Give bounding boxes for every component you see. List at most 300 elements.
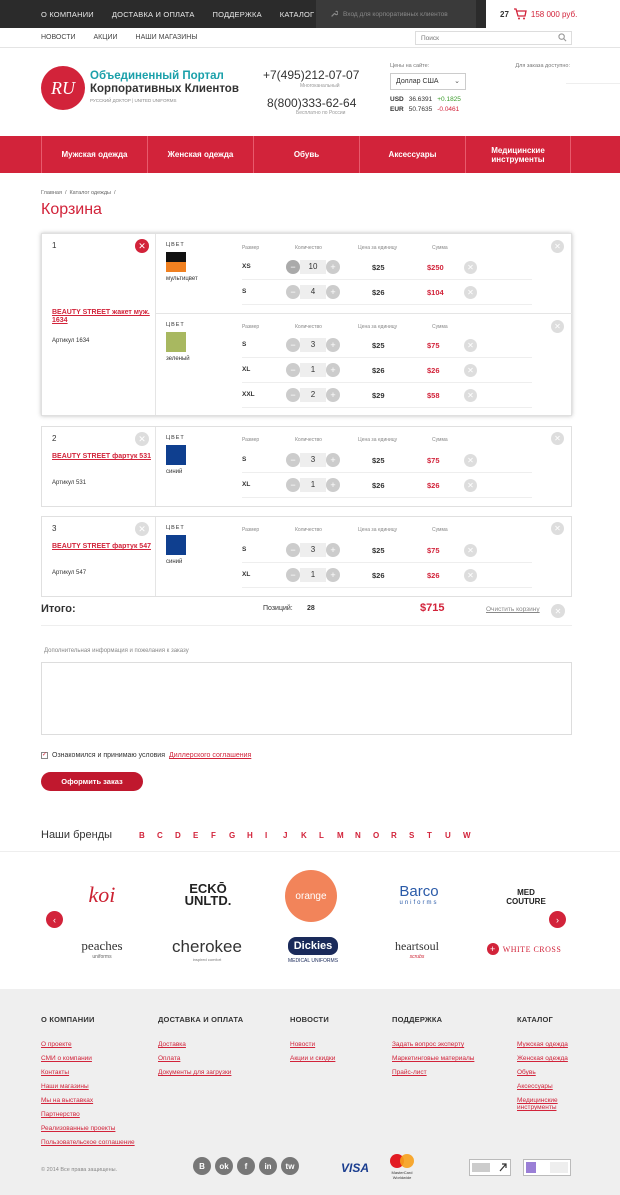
header-qty: Количество: [295, 324, 322, 330]
copyright: © 2014 Все права защищены.: [41, 1167, 118, 1173]
row-size: S: [242, 546, 247, 553]
brand-letter[interactable]: O: [373, 831, 380, 840]
plus-button[interactable]: +: [326, 453, 340, 467]
chevron-down-icon: ⌄: [454, 78, 460, 85]
brand-logo-heartsoul[interactable]: [372, 936, 462, 962]
rate-value: 50.7635: [408, 106, 433, 113]
brand-logo-text: WHITE CROSS: [502, 944, 562, 954]
size-row: [242, 538, 532, 563]
quantity-stepper: [286, 363, 340, 377]
brand-letter[interactable]: B: [139, 831, 145, 840]
cart-widget[interactable]: [486, 0, 620, 28]
footer-link[interactable]: О проекте: [41, 1041, 72, 1048]
odnoklassniki-icon[interactable]: ok: [215, 1157, 233, 1175]
remove-row-button[interactable]: ✕: [464, 389, 477, 402]
minus-button[interactable]: −: [286, 260, 300, 274]
row-size: S: [242, 288, 247, 295]
footer-link[interactable]: Обувь: [517, 1069, 536, 1076]
plus-button[interactable]: +: [326, 543, 340, 557]
rate-value: 36.6391: [408, 96, 433, 103]
brand-letter[interactable]: H: [247, 831, 253, 840]
rate-eur: [390, 106, 459, 113]
header-price: Цена за единицу: [358, 245, 398, 251]
notes-label: Дополнительная информация и пожелания к заказу: [44, 648, 189, 654]
row-sum: $26: [427, 481, 440, 490]
color-swatch: [166, 332, 186, 352]
quantity-stepper: [286, 453, 340, 467]
quantity-field[interactable]: 1: [300, 363, 326, 377]
category-accessories[interactable]: Аксессуары: [359, 136, 465, 173]
quantity-stepper: [286, 260, 340, 274]
footer-link[interactable]: Пользовательское соглашение: [41, 1139, 135, 1146]
brand-letter[interactable]: E: [193, 831, 199, 840]
remove-color-button[interactable]: ✕: [551, 320, 564, 333]
row-price: $25: [372, 456, 385, 465]
row-price: $25: [372, 263, 385, 272]
footer-link[interactable]: Контакты: [41, 1069, 70, 1076]
plus-button[interactable]: +: [326, 478, 340, 492]
size-row: [242, 280, 532, 305]
size-row: [242, 255, 532, 280]
header-size: Размер: [242, 324, 260, 330]
breadcrumb: [41, 190, 116, 196]
product-name-link[interactable]: BEAUTY STREET жакет муж. 1634: [52, 309, 150, 324]
footer-link[interactable]: Задать вопрос эксперту: [392, 1041, 465, 1048]
row-sum: $104: [427, 288, 444, 297]
minus-button[interactable]: −: [286, 363, 300, 377]
footer-link[interactable]: Мы на выставках: [41, 1097, 94, 1104]
remove-row-button[interactable]: ✕: [464, 454, 477, 467]
brand-letter[interactable]: J: [283, 831, 288, 840]
brand-logo-text: ECKŌ UNLTD.: [184, 881, 232, 908]
header-sum: Сумма: [432, 245, 448, 251]
plus-button[interactable]: +: [326, 260, 340, 274]
mastercard-name: MasterCard: [391, 1170, 413, 1175]
brand-letter[interactable]: T: [427, 831, 432, 840]
agreement: [41, 752, 251, 759]
brand-letter[interactable]: R: [391, 831, 397, 840]
brand-logo-sub: uniforms: [92, 954, 112, 960]
cart-icon: [513, 8, 527, 20]
remove-item-button[interactable]: [135, 522, 149, 536]
remove-item-button[interactable]: [135, 239, 149, 253]
currency-select[interactable]: [390, 73, 466, 90]
quantity-field[interactable]: 3: [300, 543, 326, 557]
row-price: $26: [372, 571, 385, 580]
place-order-button[interactable]: Оформить заказ: [41, 772, 143, 791]
header-qty: Количество: [295, 527, 322, 533]
quantity-field[interactable]: 2: [300, 388, 326, 402]
remove-row-button[interactable]: ✕: [464, 261, 477, 274]
brand-logo-text: cherokee: [172, 936, 242, 956]
cart-item: [41, 516, 572, 597]
top-nav-delivery[interactable]: ДОСТАВКА И ОПЛАТА: [111, 9, 195, 19]
row-price: $26: [372, 288, 385, 297]
page-title: Корзина: [41, 201, 102, 218]
row-price: $25: [372, 546, 385, 555]
item-number: 3: [52, 524, 57, 533]
footer-link[interactable]: Прайс-лист: [392, 1069, 427, 1076]
remove-item-button[interactable]: [135, 432, 149, 446]
row-sum: $250: [427, 263, 444, 272]
brand-title-2: Корпоративных Клиентов: [90, 83, 239, 95]
brand-logo-sub: uniforms: [399, 899, 439, 906]
brand-logo-text: peaches: [81, 938, 123, 953]
rate-change: +0.1825: [437, 96, 461, 103]
footer-heading: НОВОСТИ: [290, 1015, 329, 1024]
search-input[interactable]: [415, 31, 572, 45]
cart-item: [41, 233, 572, 416]
phone-main[interactable]: +7(495)212-07-07: [263, 68, 360, 82]
quantity-stepper: [286, 478, 340, 492]
quantity-field[interactable]: 10: [300, 260, 326, 274]
cart-sum: 158 000 руб.: [530, 9, 578, 19]
color-swatch: [166, 252, 186, 272]
stats-label: Для заказа доступно:: [515, 63, 570, 69]
row-price: $26: [372, 481, 385, 490]
phone-main-note: Многоканальный: [300, 83, 340, 89]
footer-col-about: [41, 1015, 135, 1153]
rating-badge[interactable]: [523, 1159, 571, 1176]
brand-subtitle: РУССКИЙ ДОКТОР | UNITED UNIFORMS: [90, 98, 177, 103]
brand-logo-text: koi: [88, 882, 116, 907]
corporate-login-link[interactable]: [316, 0, 476, 28]
product-article: Артикул 1634: [52, 338, 90, 344]
breadcrumb-catalog[interactable]: Каталог одежды: [69, 190, 111, 196]
social-links: [193, 1157, 299, 1175]
remove-row-button[interactable]: ✕: [464, 364, 477, 377]
brand-letter[interactable]: C: [157, 831, 163, 840]
footer-link[interactable]: Партнерство: [41, 1111, 80, 1118]
close-icon: ✕: [138, 433, 146, 444]
remove-color-button[interactable]: ✕: [551, 522, 564, 535]
footer: [0, 989, 620, 1195]
rate-code: USD: [390, 96, 404, 103]
row-size: S: [242, 341, 247, 348]
footer-link[interactable]: Мужская одежда: [517, 1041, 568, 1048]
sub-nav-promo[interactable]: АКЦИИ: [93, 34, 118, 41]
brands-title: Наши бренды: [41, 829, 113, 841]
currency-label: Цены на сайте:: [390, 63, 430, 69]
color-name: зеленый: [166, 356, 190, 362]
total-sum: $715: [420, 602, 445, 614]
chevron-left-icon: ‹: [53, 914, 56, 925]
chart-icon: [524, 1160, 570, 1175]
brand-logo-sub: inspired comfort: [192, 956, 222, 962]
brand-letter[interactable]: M: [337, 831, 344, 840]
minus-button[interactable]: −: [286, 338, 300, 352]
row-sum: $58: [427, 391, 440, 400]
row-price: $29: [372, 391, 385, 400]
sub-nav: [0, 28, 620, 48]
row-sum: $26: [427, 366, 440, 375]
top-nav-about[interactable]: О КОМПАНИИ: [41, 9, 94, 19]
row-size: XL: [242, 571, 251, 578]
product-article: Артикул 531: [52, 480, 87, 486]
clear-cart-link[interactable]: Очистить корзину: [486, 606, 540, 613]
footer-link[interactable]: Доставка: [158, 1041, 186, 1048]
brand-letters: [139, 831, 472, 840]
phone-free-note: Бесплатно по России: [296, 110, 346, 116]
plus-button[interactable]: +: [326, 568, 340, 582]
plus-button[interactable]: +: [326, 363, 340, 377]
quantity-stepper: [286, 388, 340, 402]
header-sum: Сумма: [432, 324, 448, 330]
logo-text: RU: [51, 77, 75, 98]
notes-textarea[interactable]: [41, 662, 572, 735]
remove-color-button[interactable]: ✕: [551, 432, 564, 445]
quantity-stepper: [286, 543, 340, 557]
footer-col-delivery: [158, 1015, 243, 1083]
brand-logo-sub: scrubs: [409, 953, 425, 960]
header-sum: Сумма: [432, 437, 448, 443]
size-row: [242, 563, 532, 588]
minus-button[interactable]: −: [286, 543, 300, 557]
footer-link[interactable]: Реализованные проекты: [41, 1125, 116, 1132]
positions-count: 28: [307, 605, 315, 612]
color-label: ЦВЕТ: [166, 242, 185, 248]
brand-logo-orange[interactable]: [285, 870, 337, 922]
product-article: Артикул 547: [52, 570, 87, 576]
arrow-icon: [470, 1160, 510, 1175]
header-qty: Количество: [295, 437, 322, 443]
breadcrumb-sep: /: [64, 190, 67, 196]
brand-letter[interactable]: L: [319, 831, 324, 840]
product-name-link[interactable]: BEAUTY STREET фартук 531: [52, 453, 151, 460]
row-size: XS: [242, 263, 251, 270]
login-text: Вход для корпоративных клиентов: [343, 10, 448, 18]
brand-logo-barco[interactable]: [376, 877, 462, 911]
size-row: [242, 333, 532, 358]
minus-button[interactable]: −: [286, 388, 300, 402]
quantity-field[interactable]: 1: [300, 568, 326, 582]
clear-cart-button[interactable]: ✕: [551, 604, 565, 618]
total-label: Итого:: [41, 603, 76, 615]
size-row: [242, 383, 532, 408]
color-group: [156, 427, 572, 507]
quantity-field[interactable]: 3: [300, 338, 326, 352]
footer-link[interactable]: Документы для загрузки: [158, 1069, 232, 1076]
facebook-icon[interactable]: f: [237, 1157, 255, 1175]
size-row: [242, 473, 532, 498]
quantity-field[interactable]: 4: [300, 285, 326, 299]
header-price: Цена за единицу: [358, 324, 398, 330]
size-row: [242, 358, 532, 383]
remove-row-button[interactable]: ✕: [464, 569, 477, 582]
minus-button[interactable]: −: [286, 478, 300, 492]
agree-checkbox[interactable]: ✓: [42, 752, 48, 758]
row-sum: $75: [427, 546, 440, 555]
brand-logo-sub: MEDICAL UNIFORMS: [287, 957, 339, 964]
search-icon[interactable]: [558, 33, 567, 42]
footer-heading: О КОМПАНИИ: [41, 1015, 95, 1024]
footer-heading: КАТАЛОГ: [517, 1015, 553, 1024]
color-swatch: [166, 535, 186, 555]
category-nav: [0, 136, 620, 173]
footer-link[interactable]: СМИ о компании: [41, 1055, 92, 1062]
brand-logo-koi[interactable]: [72, 870, 132, 920]
minus-button[interactable]: −: [286, 568, 300, 582]
color-name: синий: [166, 559, 183, 565]
brand-logo-whitecross[interactable]: [481, 940, 567, 958]
rate-usd: [390, 96, 461, 103]
agree-text: Ознакомился и принимаю условия: [52, 752, 166, 759]
row-price: $25: [372, 341, 385, 350]
footer-col-news: [290, 1015, 335, 1069]
color-group: [156, 313, 572, 416]
brand-logo-ecko[interactable]: [176, 880, 240, 910]
color-label: ЦВЕТ: [166, 322, 185, 328]
brand-logo-text: MED COUTURE: [506, 888, 546, 906]
header-qty: Количество: [295, 245, 322, 251]
top-nav-support[interactable]: ПОДДЕРЖКА: [212, 9, 262, 19]
wrench-icon: [330, 10, 338, 18]
footer-link[interactable]: Наши магазины: [41, 1083, 89, 1090]
brand-logo-medcouture[interactable]: [498, 872, 554, 922]
stats-row: [566, 74, 620, 84]
color-label: ЦВЕТ: [166, 525, 185, 531]
header-price: Цена за единицу: [358, 437, 398, 443]
brand-letter[interactable]: U: [445, 831, 451, 840]
brand-letter[interactable]: N: [355, 831, 361, 840]
remove-row-button[interactable]: ✕: [464, 286, 477, 299]
quantity-field[interactable]: 3: [300, 453, 326, 467]
minus-button[interactable]: −: [286, 453, 300, 467]
color-name: мультицвет: [166, 276, 198, 282]
header-sum: Сумма: [432, 527, 448, 533]
chevron-right-icon: ›: [556, 914, 559, 925]
rate-change: -0.0461: [437, 106, 460, 113]
close-icon: ✕: [138, 523, 146, 534]
quantity-stepper: [286, 285, 340, 299]
category-shoes[interactable]: Обувь: [253, 136, 359, 173]
top-nav-catalog[interactable]: КАТАЛОГ: [279, 9, 315, 19]
row-sum: $26: [427, 571, 440, 580]
breadcrumb-home[interactable]: Главная: [41, 190, 62, 196]
brand-letter[interactable]: S: [409, 831, 415, 840]
row-sum: $75: [427, 341, 440, 350]
row-size: S: [242, 456, 247, 463]
mastercard-text: [386, 1170, 418, 1180]
color-name: синий: [166, 469, 183, 475]
brand-letter[interactable]: D: [175, 831, 181, 840]
cart-total: [41, 600, 572, 626]
category-womens[interactable]: Женская одежда: [147, 136, 253, 173]
category-mens[interactable]: Мужская одежда: [41, 136, 147, 173]
header-size: Размер: [242, 527, 260, 533]
footer-link[interactable]: Медицинские инструменты: [517, 1097, 558, 1111]
brand-title: Объединенный Портал: [90, 70, 224, 82]
brand-logo-text: Barco: [399, 882, 439, 900]
close-icon: ✕: [138, 240, 146, 251]
remove-row-button[interactable]: ✕: [464, 339, 477, 352]
row-size: XL: [242, 366, 251, 373]
sub-nav-news[interactable]: НОВОСТИ: [41, 34, 76, 41]
minus-button[interactable]: −: [286, 285, 300, 299]
quantity-field[interactable]: 1: [300, 478, 326, 492]
footer-link[interactable]: Акции и скидки: [290, 1055, 336, 1062]
brand-logo-cherokee[interactable]: [163, 934, 251, 964]
footer-heading: ДОСТАВКА И ОПЛАТА: [158, 1015, 244, 1024]
color-label: ЦВЕТ: [166, 435, 185, 441]
row-sum: $75: [427, 456, 440, 465]
item-number: 2: [52, 434, 57, 443]
plus-button[interactable]: +: [326, 338, 340, 352]
header-size: Размер: [242, 245, 260, 251]
plus-button[interactable]: +: [326, 285, 340, 299]
brand-logo-text: Dickies: [288, 937, 339, 955]
carousel-prev-button[interactable]: [46, 911, 63, 928]
counter-badge[interactable]: [469, 1159, 511, 1176]
footer-heading: ПОДДЕРЖКА: [392, 1015, 443, 1024]
header-price: Цена за единицу: [358, 527, 398, 533]
phone-free[interactable]: 8(800)333-62-64: [267, 96, 357, 110]
header-size: Размер: [242, 437, 260, 443]
twitter-icon[interactable]: tw: [281, 1157, 299, 1175]
quantity-stepper: [286, 568, 340, 582]
linkedin-icon[interactable]: in: [259, 1157, 277, 1175]
positions-label: Позиций:: [263, 605, 293, 612]
footer-link[interactable]: Маркетинговые материалы: [392, 1055, 475, 1062]
row-size: XXL: [242, 391, 255, 398]
remove-row-button[interactable]: ✕: [464, 479, 477, 492]
footer-link[interactable]: Женская одежда: [517, 1055, 568, 1062]
brand-logo-dickies[interactable]: [280, 928, 346, 972]
size-row: [242, 448, 532, 473]
sub-nav-stores[interactable]: НАШИ МАГАЗИНЫ: [135, 34, 198, 41]
agreement-link[interactable]: Диллерского соглашения: [169, 752, 252, 759]
category-medical[interactable]: Медицинские инструменты: [465, 136, 571, 173]
row-price: $26: [372, 366, 385, 375]
brand-logo-text: orange: [295, 890, 327, 902]
color-swatch: [166, 445, 186, 465]
product-name-link[interactable]: BEAUTY STREET фартук 547: [52, 543, 151, 550]
currency-selected: Доллар США: [396, 78, 439, 85]
brand-letter[interactable]: W: [463, 831, 471, 840]
remove-color-button[interactable]: ✕: [551, 240, 564, 253]
site-logo[interactable]: [41, 66, 85, 110]
visa-logo: VISA: [341, 1161, 370, 1175]
color-group: [156, 517, 572, 597]
footer-col-catalog: [517, 1015, 587, 1118]
footer-link[interactable]: Аксессуары: [517, 1083, 553, 1090]
top-bar: [0, 0, 620, 28]
cart-count: 27: [500, 9, 509, 19]
quantity-stepper: [286, 338, 340, 352]
breadcrumb-sep: /: [113, 190, 116, 196]
footer-link[interactable]: Оплата: [158, 1055, 181, 1062]
remove-row-button[interactable]: ✕: [464, 544, 477, 557]
vk-icon[interactable]: B: [193, 1157, 211, 1175]
item-number: 1: [52, 241, 57, 250]
brand-carousel: [0, 851, 620, 989]
cart-item: [41, 426, 572, 507]
top-nav: [32, 10, 323, 19]
brand-letter[interactable]: F: [211, 831, 216, 840]
brand-letter[interactable]: I: [265, 831, 268, 840]
brand-logo-text: heartsoul: [395, 938, 439, 953]
color-group: [156, 234, 572, 313]
brand-letter[interactable]: K: [301, 831, 307, 840]
brand-logo-peaches[interactable]: [60, 932, 144, 966]
rate-code: EUR: [390, 106, 404, 113]
footer-col-support: [392, 1015, 474, 1083]
brand-letter[interactable]: G: [229, 831, 236, 840]
row-size: XL: [242, 481, 251, 488]
plus-button[interactable]: +: [326, 388, 340, 402]
footer-link[interactable]: Новости: [290, 1041, 316, 1048]
mastercard-sub: Worldwide: [392, 1175, 412, 1180]
